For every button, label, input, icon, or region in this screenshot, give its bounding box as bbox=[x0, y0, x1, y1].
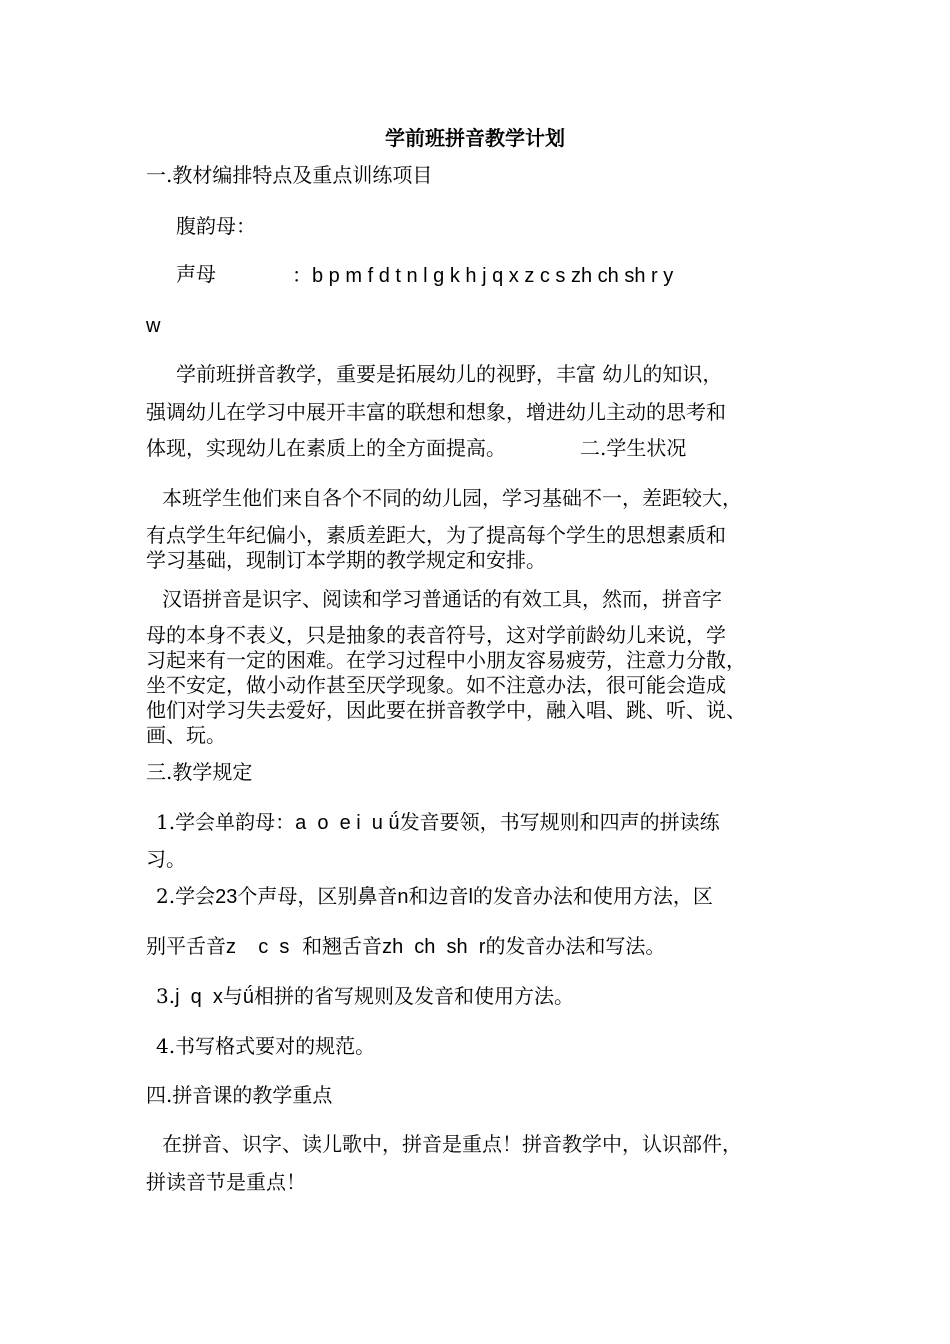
rule-2-part-3: 和边音 bbox=[408, 884, 469, 908]
rule-2-letter-n: n bbox=[397, 886, 409, 908]
initials-label: 声母 bbox=[176, 262, 216, 286]
rule-3-prefix: 3. bbox=[156, 984, 176, 1008]
rule-1-prefix: 1.学会单韵母： bbox=[156, 810, 296, 834]
rule-2-part-2: 个声母，区别鼻音 bbox=[237, 884, 398, 908]
rule-2-retroflex: zh ch sh r bbox=[382, 936, 486, 958]
rule-1-line-2: 习。 bbox=[146, 847, 186, 871]
paragraph-4-line-2: 拼读音节是重点！ bbox=[146, 1170, 306, 1194]
rule-3-mid: 与 bbox=[222, 984, 243, 1008]
paragraph-3-line-6: 画、玩。 bbox=[146, 723, 226, 747]
rule-3-letters: j q x bbox=[175, 986, 223, 1008]
section-heading-3: 三.教学规定 bbox=[146, 760, 253, 784]
paragraph-2-line-1: 本班学生他们来自各个不同的幼儿园，学习基础不一，差距较大， bbox=[162, 486, 742, 510]
paragraph-2-line-2: 有点学生年纪偏小，素质差距大，为了提高每个学生的思想素质和 bbox=[146, 523, 726, 547]
initials-values: ：b p m f d t n l g k h j q x z c s zh ch sh r y bbox=[292, 265, 674, 287]
paragraph-3-line-1: 汉语拼音是识字、阅读和学习普通话的有效工具，然而，拼音字 bbox=[162, 587, 722, 611]
rule-2-flat-tongue: z c s bbox=[226, 936, 290, 958]
section-heading-4: 四.拼音课的教学重点 bbox=[146, 1083, 333, 1107]
section-heading-2: 二.学生状况 bbox=[580, 436, 687, 460]
paragraph-3-line-4: 坐不安定，做小动作甚至厌学现象。如不注意办法，很可能会造成 bbox=[146, 673, 726, 697]
rule-1-letters: a o e i u ǘ bbox=[295, 812, 400, 834]
paragraph-3-line-3: 习起来有一定的困难。在学习过程中小朋友容易疲劳，注意力分散， bbox=[146, 648, 746, 672]
rule-2-wrap-1: 别平舌音 bbox=[146, 934, 226, 958]
document-title: 学前班拼音教学计划 bbox=[385, 126, 565, 150]
rule-4-line: 4.书写格式要对的规范。 bbox=[156, 1034, 376, 1058]
rule-2-line-2 bbox=[146, 934, 665, 959]
rule-3-u: ǘ bbox=[242, 986, 255, 1008]
paragraph-1-line-2: 强调幼儿在学习中展开丰富的联想和想象，增进幼儿主动的思考和 bbox=[146, 400, 726, 424]
rule-3-suffix: 相拼的省写规则及发音和使用方法。 bbox=[254, 984, 575, 1008]
rule-3-line bbox=[156, 984, 574, 1009]
finals-label: 腹韵母： bbox=[176, 214, 256, 238]
rule-2-wrap-2: 和翘舌音 bbox=[302, 934, 383, 958]
initials-wrap: w bbox=[146, 315, 161, 337]
paragraph-3-line-2: 母的本身不表义，只是抽象的表音符号，这对学前龄幼儿来说，学 bbox=[146, 623, 726, 647]
paragraph-3-line-5: 他们对学习失去爱好，因此要在拼音教学中，融入唱、跳、听、说、 bbox=[146, 698, 746, 722]
rule-2-wrap-3: 的发音办法和写法。 bbox=[485, 934, 666, 958]
rule-1-suffix: 发音要领，书写规则和四声的拼读练 bbox=[399, 810, 720, 834]
paragraph-2-line-3: 学习基础，现制订本学期的教学规定和安排。 bbox=[146, 548, 546, 572]
rule-2-part-1: 2.学会 bbox=[156, 884, 216, 908]
rule-2-number: 23 bbox=[215, 886, 238, 908]
rule-1-line-1 bbox=[156, 810, 720, 835]
rule-2-letter-l: l bbox=[468, 886, 473, 908]
rule-2-part-4: 的发音办法和使用方法，区 bbox=[472, 884, 713, 908]
paragraph-1-line-3: 体现，实现幼儿在素质上的全方面提高。 bbox=[146, 436, 506, 460]
paragraph-1-line-1: 学前班拼音教学，重要是拓展幼儿的视野，丰富 幼儿的知识， bbox=[176, 362, 723, 386]
paragraph-4-line-1: 在拼音、识字、读儿歌中，拼音是重点！拼音教学中，认识部件， bbox=[162, 1132, 742, 1156]
rule-2-line-1 bbox=[156, 884, 713, 909]
section-heading-1: 一.教材编排特点及重点训练项目 bbox=[146, 163, 433, 187]
